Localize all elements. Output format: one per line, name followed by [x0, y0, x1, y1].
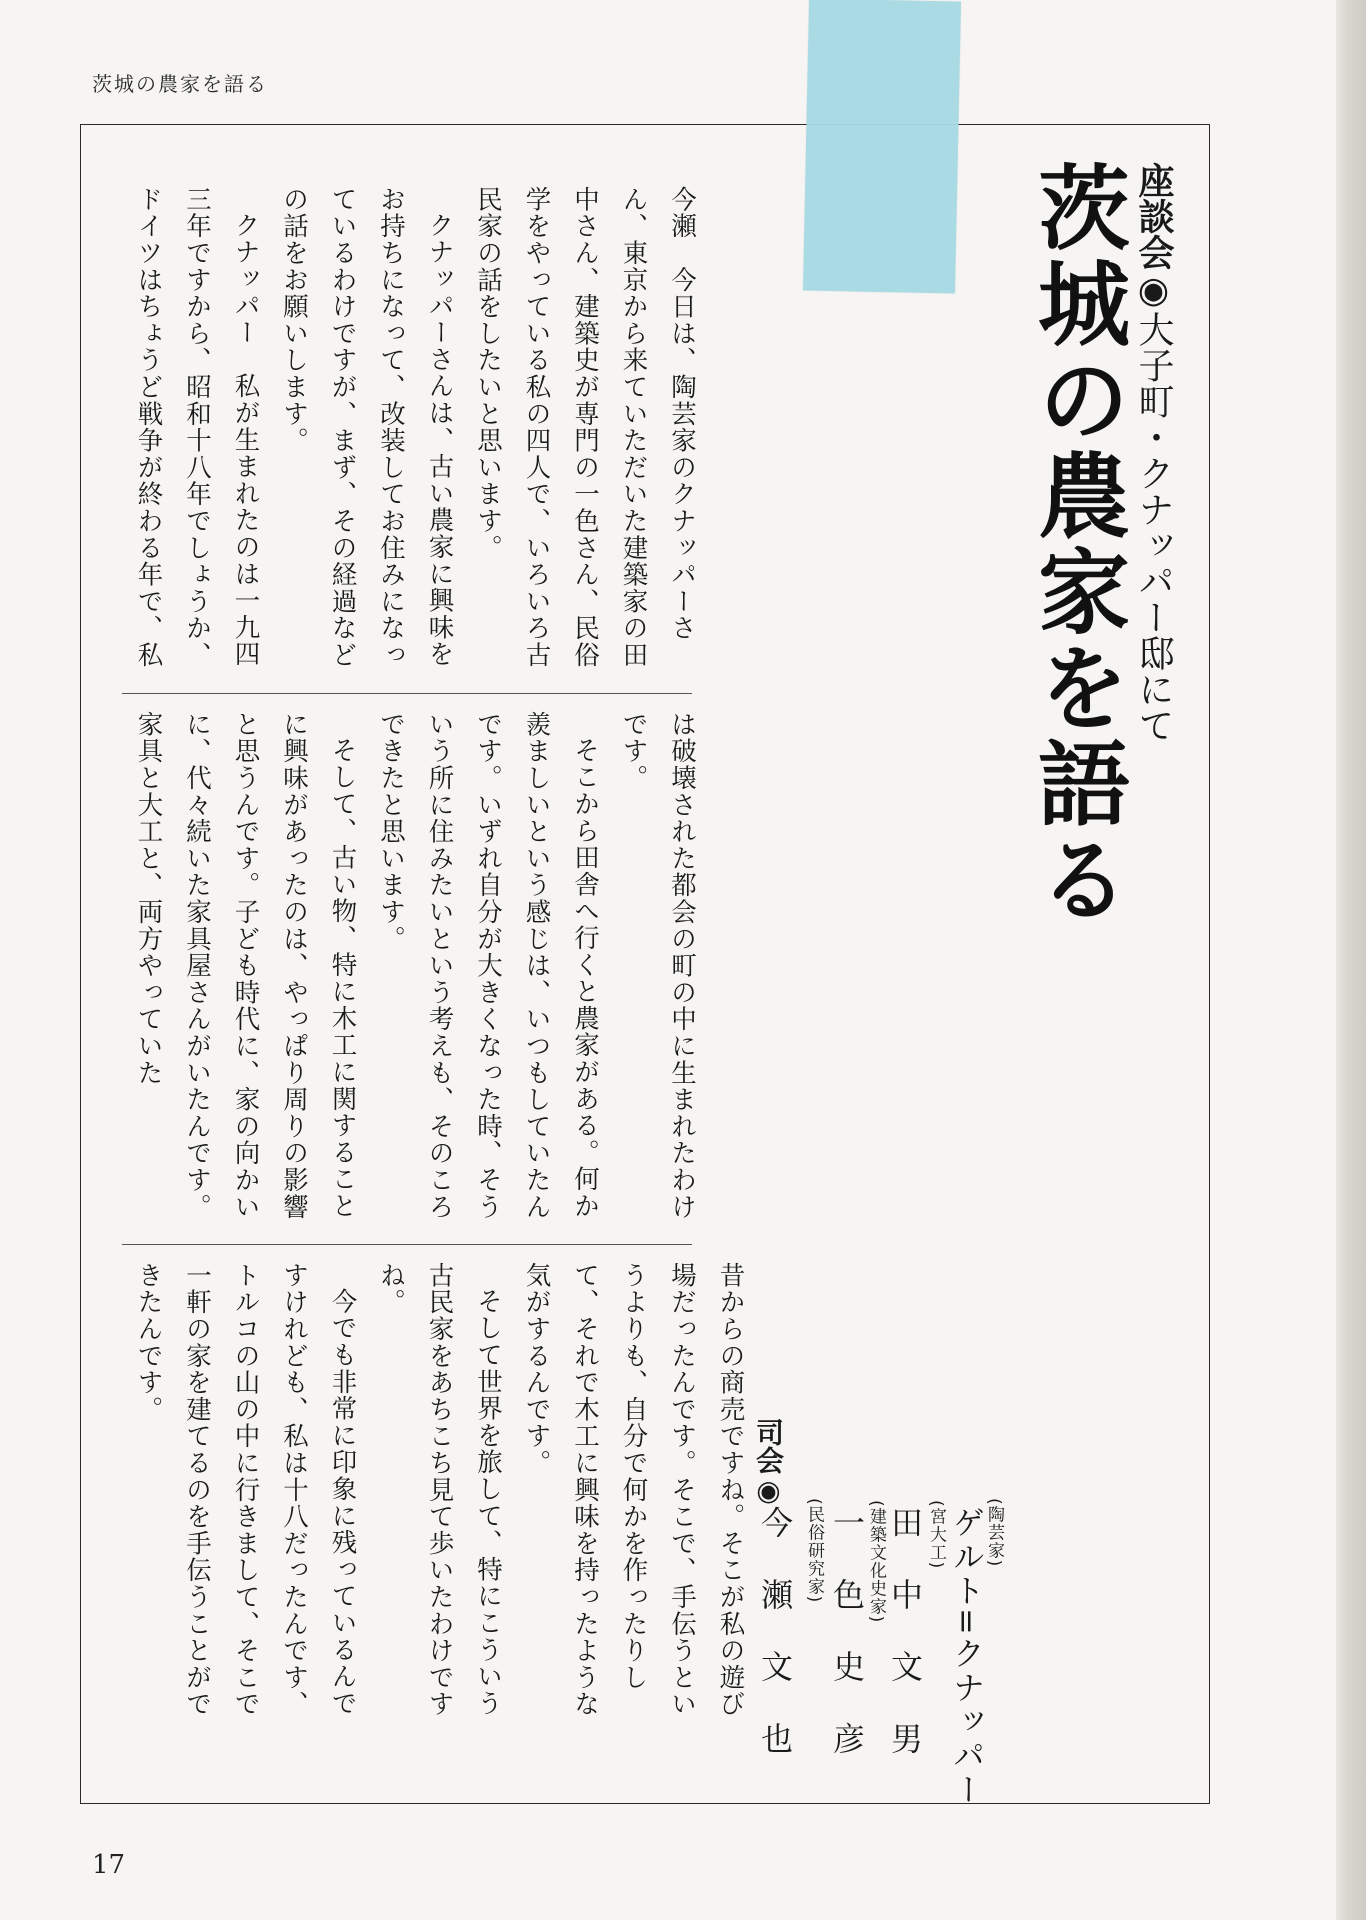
body-text-block — [124, 711, 706, 1223]
participant-role: (建築文化史家) — [866, 1500, 886, 1624]
participant-name: ゲルト=クナッパー — [948, 1506, 986, 1807]
paragraph: 今瀬 今日は、陶芸家のクナッパーさん、東京から来ていただいた建築家の田中さん、建築史が専門の一色さん、民俗学をやっている私の四人で、いろいろ古民家の話をしたいと思います。 — [473, 186, 697, 669]
paragraph: クナッパー 私が生まれたのは一九四三年ですから、昭和十八年でしょうか、ドイツはちょうど戦争が終わる年で、私 — [133, 186, 261, 669]
page-title: 茨城の農家を語る — [1023, 160, 1131, 928]
block-divider — [122, 693, 692, 694]
paragraph: 昔からの商売ですね。そこが私の遊び場だったんです。そこで、手伝うというよりも、自分で何かを作ったりして、それで木工に興味を持ったような気がするんです。 — [521, 1262, 746, 1718]
roundtable-label: 座談会◉ — [1133, 162, 1174, 311]
paragraph: そして、古い物、特に木工に関することに興味があったのは、やっぱり周りの影響と思うんです。子ども時代に、家の向かいに、代々続いた家具屋さんがいたんです。家具と大工と、両方やっていた — [133, 711, 358, 1221]
moderator-label: 司会◉ — [752, 1418, 785, 1507]
paragraph: そして世界を旅して、特にこういう古民家をあちこち見て歩いたわけですね。 — [376, 1262, 503, 1718]
participant-role: (宮大工) — [926, 1500, 946, 1570]
participant-name: 今 瀬 文 也 — [756, 1506, 794, 1758]
page-number: 17 — [92, 1850, 126, 1880]
adhesive-tape — [803, 0, 961, 294]
title-kicker — [1128, 162, 1179, 743]
participant-name: 田 中 文 男 — [886, 1506, 924, 1758]
paragraph: クナッパーさんは、古い農家に興味をお持ちになって、改装してお住みになっているわけですが、まず、その経過などの話をお願いします。 — [279, 186, 455, 669]
body-text-block — [124, 1262, 755, 1742]
body-text-block — [124, 186, 706, 672]
participant-role: (民俗研究家) — [804, 1498, 824, 1604]
participant-name: 一 色 史 彦 — [828, 1506, 866, 1758]
paragraph: は破壊された都会の町の中に生まれたわけです。 — [618, 711, 697, 1221]
participant-role: (陶芸家) — [984, 1498, 1004, 1568]
page-edge — [1336, 0, 1366, 1920]
paragraph: そこから田舎へ行くと農家がある。何か羨ましいという感じは、いつもしていたんです。いずれ自分が大きくなった時、そういう所に住みたいという考えも、そのころできたと思います。 — [376, 711, 600, 1221]
block-divider — [122, 1244, 692, 1245]
venue-subtitle: 大子町・クナッパー邸にて — [1133, 311, 1174, 743]
paragraph: 今でも非常に印象に残っているんですけれども、私は十八だったんです、トルコの山の中に行きまして、そこで一軒の家を建てるのを手伝うことができたんです。 — [133, 1262, 358, 1718]
running-head: 茨城の農家を語る — [92, 72, 268, 96]
